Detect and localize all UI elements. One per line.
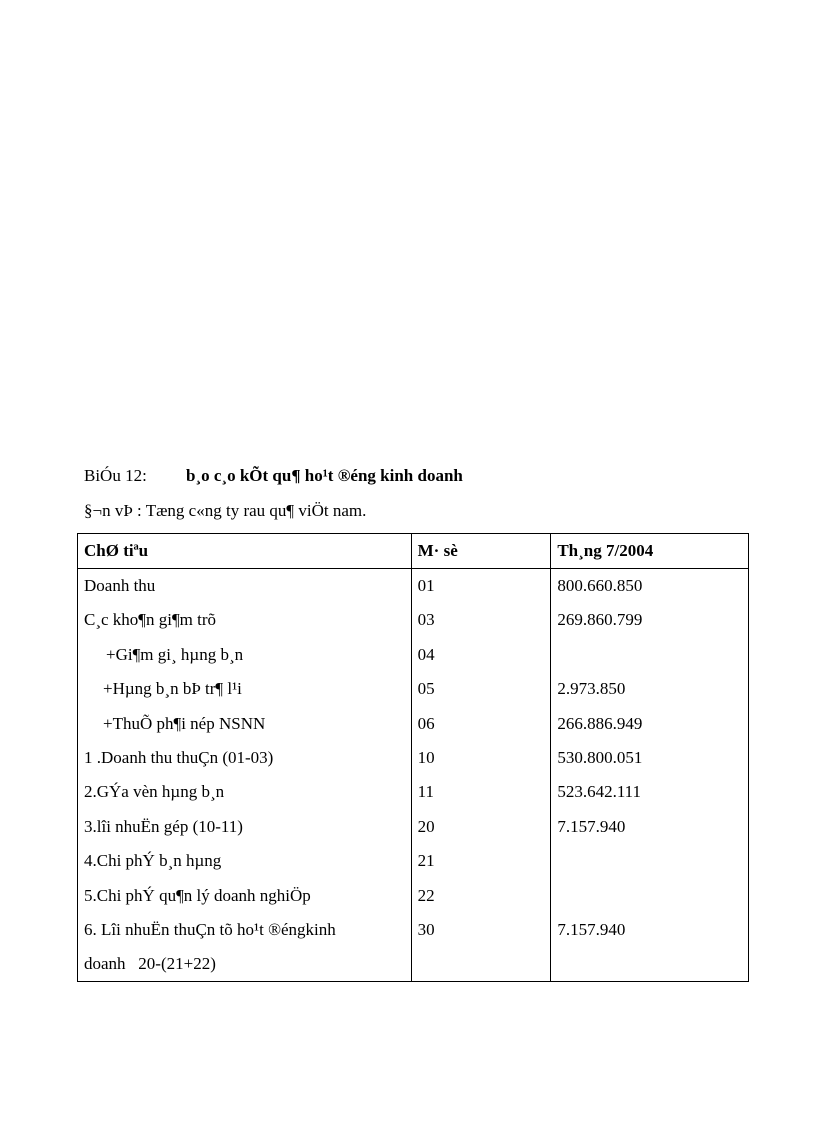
row-code: 03 (411, 603, 551, 637)
row-code: 10 (411, 741, 551, 775)
unit-line: §¬n vÞ : Tæng c«ng ty rau qu¶ viÖt nam. (84, 501, 367, 520)
row-label: 5.Chi phÝ qu¶n lý doanh nghiÖp (78, 879, 412, 913)
row-label: 4.Chi phÝ b¸n hµng (78, 844, 412, 878)
row-value: 269.860.799 (551, 603, 749, 637)
table-row (78, 879, 749, 913)
row-label: +Hµng b¸n bÞ tr¶ l¹i (78, 672, 412, 706)
table-row (78, 672, 749, 706)
row-value: 523.642.111 (551, 775, 749, 809)
row-code: 06 (411, 707, 551, 741)
report-caption (84, 466, 463, 486)
row-label-line2: doanh 20-(21+22) (84, 953, 216, 973)
row-label-multiline (78, 913, 412, 982)
caption-label: BiÓu 12: (84, 466, 147, 485)
row-code: 30 (411, 913, 551, 982)
row-code: 11 (411, 775, 551, 809)
row-value: 7.157.940 (551, 810, 749, 844)
table-row (78, 913, 749, 982)
row-label: +Gi¶m gi¸ hµng b¸n (78, 638, 412, 672)
row-value: 800.660.850 (551, 569, 749, 604)
table-row (78, 741, 749, 775)
row-label: Doanh thu (78, 569, 412, 604)
table-row (78, 603, 749, 637)
row-value: 266.886.949 (551, 707, 749, 741)
report-title: b¸o c¸o kÕt qu¶ ho¹t ®éng kinh doanh (186, 466, 463, 485)
row-value (551, 879, 749, 913)
table-header-row (78, 534, 749, 569)
row-value (551, 844, 749, 878)
row-code: 01 (411, 569, 551, 604)
row-label: C¸c kho¶n gi¶m trõ (78, 603, 412, 637)
row-code: 05 (411, 672, 551, 706)
table-row (78, 638, 749, 672)
table-row (78, 844, 749, 878)
row-value: 7.157.940 (551, 913, 749, 982)
header-code: M· sè (411, 534, 551, 569)
row-label: 2.GÝa vèn hµng b¸n (78, 775, 412, 809)
row-code: 04 (411, 638, 551, 672)
header-indicator: ChØ tiªu (78, 534, 412, 569)
row-value: 2.973.850 (551, 672, 749, 706)
row-value: 530.800.051 (551, 741, 749, 775)
table-row (78, 810, 749, 844)
row-label: 1 .Doanh thu thuÇn (01-03) (78, 741, 412, 775)
row-code: 20 (411, 810, 551, 844)
row-code: 22 (411, 879, 551, 913)
income-statement-table (77, 533, 749, 982)
header-month: Th¸ng 7/2004 (551, 534, 749, 569)
row-label: 3.lîi nhuËn gép (10-11) (78, 810, 412, 844)
row-code: 21 (411, 844, 551, 878)
table-row (78, 775, 749, 809)
row-label: +ThuÕ ph¶i nép NSNN (78, 707, 412, 741)
row-value (551, 638, 749, 672)
table-row (78, 569, 749, 604)
row-label-line1: 6. Lîi nhuËn thuÇn tõ ho¹t ®éngkinh (84, 919, 336, 939)
table-row (78, 707, 749, 741)
